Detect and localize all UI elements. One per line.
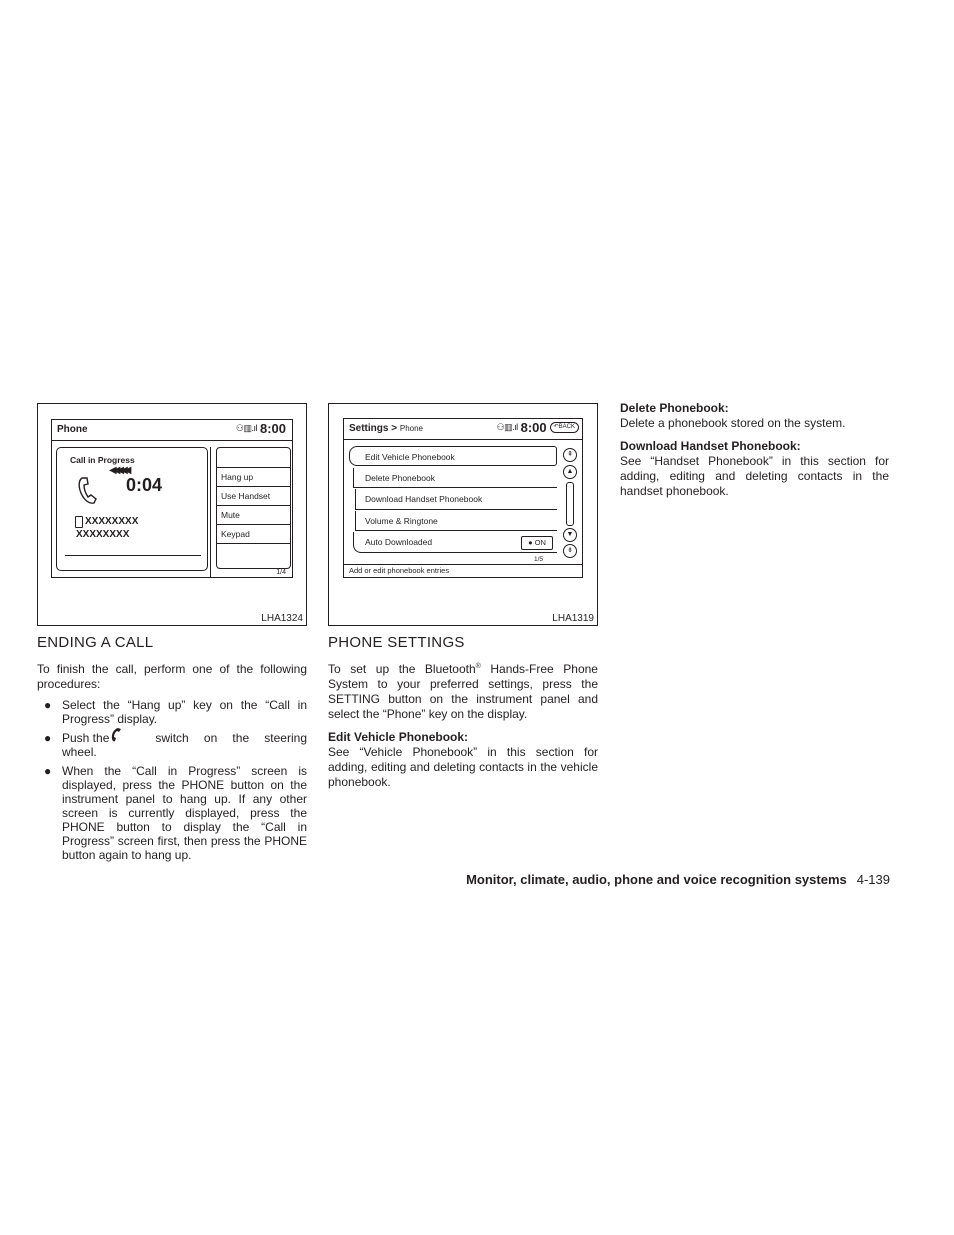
- figure-id: LHA1319: [552, 613, 594, 624]
- menu-use-handset[interactable]: Use Handset: [217, 487, 290, 506]
- back-button[interactable]: [550, 422, 579, 433]
- status-bar: [236, 421, 286, 436]
- status-icons: ⚇▥.ıl: [496, 422, 518, 432]
- subheading-download-handset-phonebook: Download Handset Phonebook:: [620, 439, 801, 453]
- edit-vehicle-phonebook-text: See “Vehicle Phonebook” in this section for adding, editing and deleting contacts in the vehicle phonebook.: [328, 745, 598, 789]
- bullet-push-line: [62, 731, 307, 745]
- menu-spacer: [217, 448, 290, 468]
- page-indicator: 1/4: [276, 569, 286, 576]
- back-arrow-icon: ↶: [553, 424, 559, 430]
- page-number: 4-139: [856, 872, 890, 887]
- figure-id: LHA1324: [261, 613, 303, 624]
- breadcrumb-separator: >: [391, 423, 398, 434]
- hint-divider: [344, 564, 582, 565]
- toggle-indicator-icon: ●: [528, 538, 533, 547]
- scroll-bottom-icon[interactable]: ⇟: [563, 544, 577, 558]
- settings-menu: [349, 446, 557, 557]
- scrollbar-track[interactable]: [566, 482, 574, 526]
- menu-delete-phonebook[interactable]: Delete Phonebook: [353, 468, 557, 488]
- bullet-dot: ●: [44, 764, 52, 778]
- auto-download-toggle[interactable]: [521, 536, 553, 550]
- clock: 8:00: [520, 420, 547, 435]
- column-phonebook-options: [620, 401, 889, 499]
- settings-screen: [343, 418, 583, 578]
- scroll-up-icon[interactable]: ▲: [563, 465, 577, 479]
- intro-part-a: To set up the Bluetooth: [328, 662, 476, 676]
- menu-mute[interactable]: Mute: [217, 506, 290, 525]
- menu-volume-ringtone[interactable]: Volume & Ringtone: [355, 511, 557, 531]
- caller-line1: XXXXXXXX: [85, 516, 139, 527]
- bullet-push-text: Push the: [62, 731, 110, 745]
- page-footer: [420, 872, 890, 887]
- list-item: [37, 731, 307, 759]
- handset-icon: [77, 476, 99, 511]
- list-item: [37, 698, 307, 726]
- menu-hang-up[interactable]: Hang up: [217, 468, 290, 487]
- figure-call-in-progress: [37, 403, 307, 626]
- subheading-edit-vehicle-phonebook: Edit Vehicle Phonebook:: [328, 730, 469, 744]
- phone-settings-intro: [328, 662, 598, 722]
- scroll-top-icon[interactable]: ⇞: [563, 448, 577, 462]
- hint-text: Add or edit phonebook entries: [349, 566, 450, 575]
- title-divider: [344, 439, 582, 440]
- page-indicator: 1/5: [534, 556, 544, 563]
- steering-phone-switch-icon: [109, 731, 149, 745]
- menu-keypad[interactable]: Keypad: [217, 525, 290, 544]
- ending-procedures: [37, 698, 307, 862]
- column-ending-a-call: [37, 403, 307, 867]
- status-bar: [497, 420, 579, 435]
- breadcrumb-phone: Phone: [399, 424, 423, 433]
- bullet-switch-text: switch on the steering: [155, 731, 307, 745]
- clock: 8:00: [259, 421, 286, 436]
- toggle-label: ON: [534, 538, 546, 547]
- screen-title: Phone: [57, 424, 88, 435]
- registered-mark: ®: [475, 663, 481, 670]
- menu-download-handset-phonebook[interactable]: Download Handset Phonebook: [355, 489, 557, 510]
- column-phone-settings: [328, 403, 598, 790]
- scroll-down-icon[interactable]: ▼: [563, 528, 577, 542]
- bullet-text: When the “Call in Progress” screen is displayed, press the PHONE button on the instrument panel to hang up. If any other screen is currently displayed, press the PHONE button to display the “Call in Progress” screen first, then press the PHONE button again to hang up.: [62, 764, 307, 862]
- menu-auto-downloaded[interactable]: Auto Downloaded: [353, 532, 557, 553]
- bullet-text: Select the “Hang up” key on the “Call in Progress” display.: [62, 698, 307, 726]
- subheading-delete-phonebook: Delete Phonebook:: [620, 401, 729, 415]
- menu-edit-vehicle-phonebook[interactable]: Edit Vehicle Phonebook: [349, 446, 557, 466]
- section-heading-phone-settings: PHONE SETTINGS: [328, 634, 465, 651]
- status-icons: ⚇▥.ıl: [235, 423, 257, 433]
- bullet-dot: ●: [44, 731, 52, 745]
- call-timer: 0:04: [126, 475, 163, 495]
- caller-line2: XXXXXXXX: [76, 529, 130, 540]
- delete-phonebook-text: Delete a phonebook stored on the system.: [620, 416, 846, 430]
- transfer-arrows-icon: ◀◀◀◀◀: [109, 465, 128, 476]
- panel-divider: [210, 447, 211, 577]
- call-heading: Call in Progress: [70, 455, 135, 465]
- figure-phone-settings: [328, 403, 598, 626]
- title-divider: [52, 440, 292, 441]
- info-divider: [65, 555, 201, 556]
- call-menu: [216, 447, 291, 569]
- bullet-dot: ●: [44, 698, 52, 712]
- call-screen: [51, 419, 293, 578]
- breadcrumb-settings: Settings: [349, 423, 389, 434]
- back-label: BACK: [558, 424, 575, 430]
- list-item: [37, 764, 307, 862]
- intro-part-b: Hands-Free Phone System to your preferred settings, press the SETTING button on the instrument panel and select the “Phone” key on the display.: [328, 662, 598, 721]
- download-handset-phonebook-text: See “Handset Phonebook” in this section for adding, editing and deleting contacts in the handset phonebook.: [620, 454, 889, 498]
- section-heading-ending-a-call: ENDING A CALL: [37, 634, 154, 651]
- breadcrumb: [349, 423, 423, 434]
- mobile-phone-icon: [75, 516, 83, 528]
- bullet-switch-text-end: wheel.: [62, 745, 97, 759]
- chapter-title: Monitor, climate, audio, phone and voice recognition systems: [466, 872, 847, 887]
- call-info-panel: [56, 447, 208, 571]
- ending-intro: To finish the call, perform one of the following procedures:: [37, 662, 307, 691]
